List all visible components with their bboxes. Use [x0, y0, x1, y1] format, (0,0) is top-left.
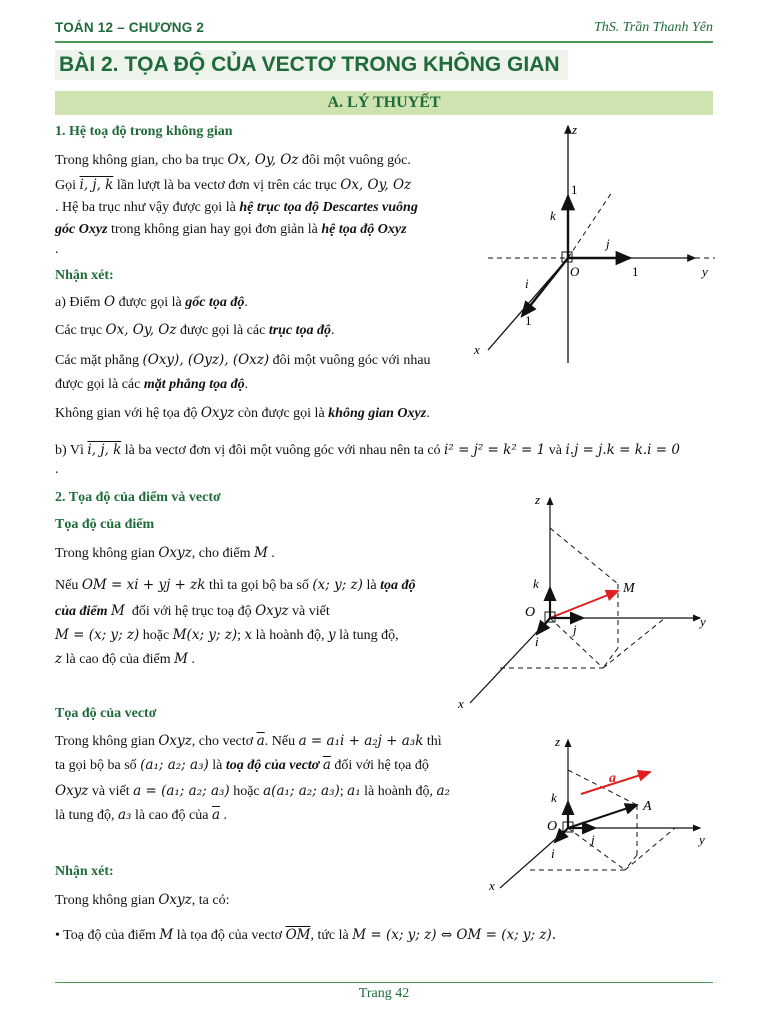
- s1-remark-axes: Các trục Ox, Oy, Oz được gọi là các trục tọa độ.: [55, 322, 335, 338]
- fig2-z-label: z: [535, 492, 541, 507]
- s2-vector-line3: Oxyz và viết a = (a₁; a₂; a₃) hoặc a(a₁; a₂; a₃); a₁ là hoành độ, a₂: [55, 783, 450, 799]
- fig3-k-label: k: [551, 790, 557, 805]
- subheading-point-coordinates: Tọa độ của điểm: [55, 517, 155, 532]
- header-chapter: TOÁN 12 – CHƯƠNG 2: [55, 20, 205, 35]
- fig1-j-label: j: [606, 236, 610, 251]
- s1-paragraph-line4: góc Oxyz trong không gian hay gọi đơn giản là hệ tọa độ Oxyz: [55, 222, 407, 237]
- figure-coordinate-system: [470, 118, 720, 368]
- fig1-unit-z: 1: [571, 182, 578, 197]
- s2-vector-line2: ta gọi bộ ba số (a₁; a₂; a₃) là toạ độ của vectơ $\overline{a}$ đối với hệ tọa độ: [55, 757, 429, 773]
- fig3-j-label: j: [591, 832, 595, 847]
- header-divider: [55, 41, 713, 43]
- s2-point-line2: Nếu OM = xi + yj + zk thì ta gọi bộ ba số (x; y; z) là tọa độ: [55, 577, 416, 593]
- section-1-heading: 1. Hệ toạ độ trong không gian: [55, 124, 233, 139]
- s1-remark-b-end: .: [55, 462, 59, 477]
- s1-remark-b: b) Vì i, j, k là ba vectơ đơn vị đôi một vuông góc với nhau nên ta có i² = j² = k² = 1 và i.j = j.k = k.i = 0: [55, 442, 680, 458]
- fig3-a-point-label: A: [643, 799, 652, 814]
- s1-remark-planes: Các mặt phẳng (Oxy), (Oyz), (Oxz) đôi một vuông góc với nhau: [55, 352, 431, 368]
- bullet-icon: •: [55, 928, 60, 943]
- s2-vector-line4: là tung độ, a₃ là cao độ của $\overline{a}$ .: [55, 807, 227, 823]
- section-2-heading: 2. Tọa độ của điểm và vectơ: [55, 490, 221, 505]
- fig1-unit-x: 1: [525, 313, 532, 328]
- s2-point-line5: z là cao độ của điểm M .: [55, 651, 195, 667]
- s1-paragraph-line3: . Hệ ba trục như vậy được gọi là hệ trục tọa độ Descartes vuông: [55, 200, 418, 215]
- fig1-origin-label: O: [570, 264, 580, 279]
- fig3-i-label: i: [551, 846, 555, 861]
- s2-point-line4: M = (x; y; z) hoặc M(x; y; z); x là hoành độ, y là tung độ,: [55, 627, 399, 643]
- s1-paragraph-end: .: [55, 242, 59, 257]
- fig1-x-label: x: [474, 342, 480, 357]
- header-author: ThS. Trần Thanh Yên: [593, 20, 713, 35]
- page-number: Trang 42: [358, 986, 410, 1001]
- fig1-y-label: y: [702, 264, 708, 279]
- section-heading-theory: A. LÝ THUYẾT: [55, 91, 713, 115]
- figure-vector-a: [485, 730, 715, 900]
- fig3-x-label: x: [489, 878, 495, 893]
- s2-vector-line1: Trong không gian Oxyz, cho vectơ $\overline{a}$. Nếu a = a₁i + a₂j + a₃k thì: [55, 733, 442, 749]
- footer-divider: [55, 982, 713, 983]
- fig2-j-label: j: [573, 622, 577, 637]
- fig1-unit-y: 1: [632, 264, 639, 279]
- s1-remark-planes-2: được gọi là các mặt phẳng tọa độ.: [55, 377, 249, 392]
- fig2-m-label: M: [623, 581, 635, 596]
- fig1-k-label: k: [550, 208, 556, 223]
- s1-remark-label: Nhận xét:: [55, 268, 114, 283]
- fig3-vector-a-label: a: [609, 771, 616, 786]
- fig2-x-label: x: [458, 696, 464, 711]
- s1-paragraph-line2: Gọi i, j, k lần lượt là ba vectơ đơn vị trên các trục Ox, Oy, Oz: [55, 177, 412, 193]
- s2-remark-line1: Trong không gian Oxyz, ta có:: [55, 892, 230, 908]
- fig1-i-label: i: [525, 276, 529, 291]
- fig2-k-label: k: [533, 576, 539, 591]
- fig3-z-label: z: [555, 734, 561, 749]
- s1-remark-a: a) Điểm O được gọi là gốc tọa độ.: [55, 294, 248, 310]
- s2-remark-bullet: • Toạ độ của điểm M là tọa độ của vectơ $\overline{OM}$, tức là M = (x; y; z) ⇔ OM = (x; y; z).: [55, 927, 557, 943]
- fig2-y-label: y: [700, 614, 706, 629]
- s2-remark-label: Nhận xét:: [55, 864, 114, 879]
- fig2-origin-label: O: [525, 605, 536, 620]
- fig3-origin-label: O: [547, 819, 558, 834]
- fig3-y-label: y: [699, 832, 705, 847]
- figure-point-m: [455, 488, 720, 713]
- s1-remark-space: Không gian với hệ tọa độ Oxyz còn được gọi là không gian Oxyz.: [55, 405, 430, 421]
- fig1-z-label: z: [572, 122, 578, 137]
- s2-point-line3: của điểm M đối với hệ trục toạ độ Oxyz và viết: [55, 603, 330, 619]
- lesson-title: BÀI 2. TỌA ĐỘ CỦA VECTƠ TRONG KHÔNG GIAN: [55, 50, 568, 80]
- subheading-vector-coordinates: Tọa độ của vectơ: [55, 706, 157, 721]
- s1-paragraph-line1: Trong không gian, cho ba trục Ox, Oy, Oz đôi một vuông góc.: [55, 152, 411, 168]
- fig2-i-label: i: [535, 634, 539, 649]
- s2-point-line1: Trong không gian Oxyz, cho điểm M .: [55, 545, 275, 561]
